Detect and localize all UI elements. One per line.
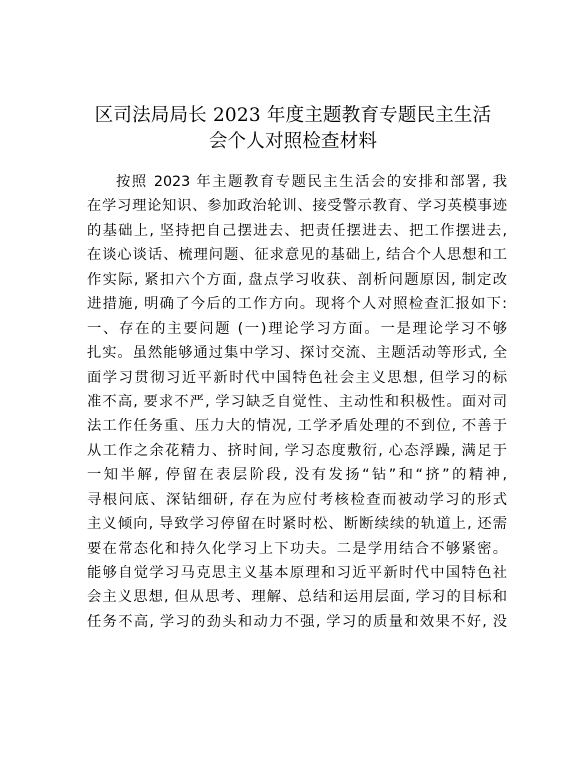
body-line: 在谈心谈话、梳理问题、征求意见的基础上, 结合个人思想和工 <box>87 247 507 264</box>
body-line: 作实际, 紧扣六个方面, 盘点学习收获、剖析问题原因, 制定改 <box>87 271 507 288</box>
body-line: 按照 2023 年主题教育专题民主生活会的安排和部署, 我 <box>116 174 507 190</box>
body-line: 任务不高, 学习的劲头和动力不强, 学习的质量和效果不好, 没 <box>87 613 507 630</box>
body-line: 准不高, 要求不严, 学习缺乏自觉性、主动性和积极性。面对司 <box>87 393 507 410</box>
body-line: 法工作任务重、压力大的情况, 工学矛盾处理的不到位, 不善于 <box>87 418 507 435</box>
body-line: 一、存在的主要问题 (一)理论学习方面。一是理论学习不够 <box>87 320 507 337</box>
body-line: 一知半解, 停留在表层阶段, 没有发扬“钻”和“挤”的精神, <box>87 467 507 484</box>
body-line: 从工作之余花精力、挤时间, 学习态度敷衍, 心态浮躁, 满足于 <box>87 442 507 459</box>
body-line: 在学习理论知识、参加政治轮训、接受警示教育、学习英模事迹 <box>87 198 507 215</box>
body-line: 进措施, 明确了今后的工作方向。现将个人对照检查汇报如下: <box>87 296 507 313</box>
body-line: 扎实。虽然能够通过集中学习、探讨交流、主题活动等形式, 全 <box>87 345 507 362</box>
body-line: 主义倾向, 导致学习停留在时紧时松、断断续续的轨道上, 还需 <box>87 516 507 533</box>
document-title-line-1: 区司法局局长 2023 年度主题教育专题民主生活 <box>94 105 492 126</box>
document-title-line-2: 会个人对照检查材料 <box>208 131 378 152</box>
body-line: 要在常态化和持久化学习上下功夫。二是学用结合不够紧密。 <box>87 540 507 557</box>
body-line: 能够自觉学习马克思主义基本原理和习近平新时代中国特色社 <box>87 565 507 581</box>
document-body <box>87 170 507 634</box>
body-line: 面学习贯彻习近平新时代中国特色社会主义思想, 但学习的标 <box>87 369 507 386</box>
body-line: 会主义思想, 但从思考、理解、总结和运用层面, 学习的目标和 <box>87 589 507 606</box>
body-line: 寻根问底、深钻细研, 存在为应付考核检查而被动学习的形式 <box>87 491 507 508</box>
body-line: 的基础上, 坚持把自己摆进去、把责任摆进去、把工作摆进去, <box>87 222 507 239</box>
